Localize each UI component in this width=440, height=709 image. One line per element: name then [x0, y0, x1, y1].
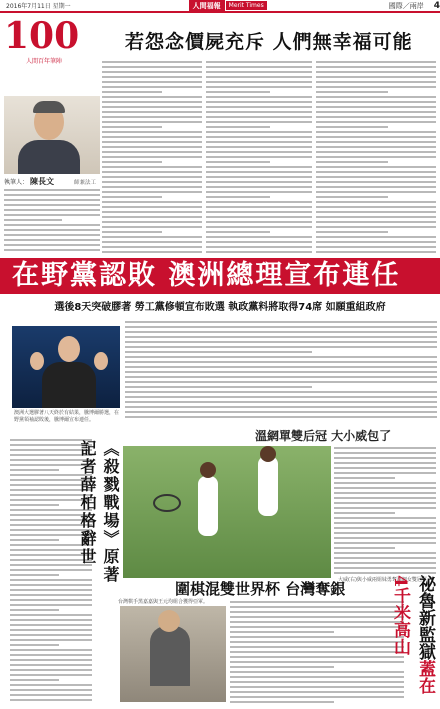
body-text-line — [334, 482, 436, 484]
body-text-line — [206, 166, 312, 168]
body-text-line — [316, 121, 436, 123]
body-text-line — [316, 226, 436, 228]
body-text-line — [206, 116, 312, 118]
body-text-line — [102, 106, 202, 108]
body-text-line — [230, 681, 404, 683]
body-text-line — [334, 517, 436, 519]
body-text-line — [334, 492, 436, 494]
body-text-line — [4, 244, 100, 246]
go-photo-caption: 台灣棋手黑嘉嘉與王元均組合獲得亞軍。 — [118, 599, 209, 605]
body-text-line — [316, 91, 388, 93]
body-text-line — [334, 502, 436, 504]
body-text-line — [230, 621, 404, 623]
body-text-line — [316, 126, 388, 128]
body-text-line — [4, 234, 100, 236]
body-text-line — [316, 236, 436, 238]
newspaper-english-name: Merit Times — [226, 1, 267, 10]
body-text-line — [4, 204, 100, 206]
body-text-line — [206, 236, 312, 238]
body-text-line — [334, 477, 395, 479]
body-text-line — [230, 606, 404, 608]
body-text-line — [206, 206, 312, 208]
body-text-line — [206, 76, 312, 78]
body-text-line — [102, 201, 202, 203]
body-text-line — [316, 181, 436, 183]
author-name: 陳長文 — [30, 177, 55, 186]
body-text-line — [316, 206, 436, 208]
body-text-line — [334, 472, 436, 474]
body-text-line — [316, 81, 436, 83]
body-text-line — [10, 589, 92, 591]
body-text-line — [10, 689, 92, 691]
body-text-line — [4, 189, 100, 191]
body-text-line — [206, 216, 312, 218]
body-text-line — [125, 391, 437, 393]
peru-headline-part-2: 蓋在4千米高山 — [390, 575, 435, 694]
body-text-line — [206, 231, 270, 233]
body-text-line — [10, 634, 92, 636]
body-text-line — [206, 241, 312, 243]
body-text-line — [102, 156, 202, 158]
body-text-line — [102, 221, 202, 223]
column-headline: 若怨念價屍充斥 人們無幸福可能 — [125, 31, 413, 53]
body-text-line — [230, 641, 404, 643]
body-text-line — [102, 111, 202, 113]
body-text-line — [316, 246, 436, 248]
body-text-line — [102, 231, 162, 233]
body-text-line — [206, 66, 312, 68]
body-text-line — [206, 71, 312, 73]
australia-pm-photo — [12, 326, 120, 408]
body-text-line — [125, 371, 437, 373]
body-text-line — [10, 669, 92, 671]
body-text-line — [102, 186, 202, 188]
body-text-line — [316, 151, 436, 153]
body-text-line — [10, 629, 92, 631]
body-text-line — [206, 121, 312, 123]
column-logo — [4, 15, 84, 78]
body-text-line — [4, 249, 100, 251]
body-text-line — [230, 676, 404, 678]
issue-date: 2016年7月11日 星期一 — [6, 3, 71, 10]
body-text-line — [206, 126, 270, 128]
body-text-line — [125, 351, 312, 353]
main-headline-banner: 在野黨認敗 澳洲總理宣布連任 — [0, 258, 440, 294]
body-text-line — [206, 106, 312, 108]
body-text-line — [334, 552, 436, 554]
body-text-line — [102, 161, 162, 163]
body-text-line — [10, 649, 92, 651]
feature-vertical-headline: 《殺戮戰場》原著 記者薛柏格辭世 — [78, 440, 120, 584]
body-text-line — [206, 211, 312, 213]
body-text-line — [230, 651, 404, 653]
body-text-line — [230, 601, 404, 603]
body-text-line — [230, 671, 404, 673]
body-text-line — [316, 61, 436, 63]
main-photo-caption: 澳洲大選膠著八天終於有結果，騰博爾勝選，在野黨領袖認敗後，騰博爾宣布連任。 — [14, 410, 120, 423]
body-text-line — [125, 356, 437, 358]
body-text-line — [102, 171, 202, 173]
body-text-line — [206, 186, 312, 188]
tennis-headline: 溫網單雙后冠 大小威包了 — [255, 429, 392, 443]
body-text-line — [102, 71, 202, 73]
body-text-line — [230, 611, 404, 613]
body-text-line — [206, 161, 270, 163]
body-text-line — [230, 656, 404, 658]
body-text-line — [316, 106, 436, 108]
body-text-line — [206, 226, 312, 228]
tennis-photo — [123, 446, 331, 578]
body-text-line — [334, 572, 436, 574]
body-text-line — [334, 462, 436, 464]
go-story-text — [230, 598, 404, 704]
body-text-line — [10, 579, 92, 581]
body-text-line — [10, 684, 92, 686]
body-text-line — [206, 81, 312, 83]
body-text-line — [334, 467, 436, 469]
body-text-line — [230, 701, 334, 703]
body-text-line — [316, 146, 436, 148]
body-text-line — [316, 196, 388, 198]
body-text-line — [102, 181, 202, 183]
body-text-line — [10, 504, 59, 506]
body-text-line — [206, 251, 312, 253]
body-text-line — [334, 487, 436, 489]
peru-prison-vertical-headline — [390, 575, 438, 705]
body-text-line — [125, 321, 437, 323]
body-text-line — [230, 696, 404, 698]
body-text-line — [10, 469, 59, 471]
page-header — [0, 0, 440, 13]
body-text-line — [102, 121, 202, 123]
body-text-line — [102, 96, 202, 98]
body-text-line — [102, 131, 202, 133]
body-text-line — [10, 664, 92, 666]
body-text-line — [206, 171, 312, 173]
body-text-line — [102, 61, 202, 63]
body-text-line — [10, 624, 92, 626]
newspaper-logo: 人間福報 — [189, 0, 225, 12]
body-text-line — [102, 101, 202, 103]
body-text-line — [334, 457, 436, 459]
go-headline: 圍棋混雙世界杯 台灣奪銀 — [175, 580, 346, 598]
body-text-line — [316, 116, 436, 118]
body-text-line — [334, 452, 436, 454]
body-text-line — [125, 386, 312, 388]
body-text-line — [334, 557, 436, 559]
body-text-line — [10, 599, 92, 601]
body-text-line — [316, 71, 436, 73]
body-text-line — [316, 171, 436, 173]
body-text-line — [125, 376, 437, 378]
body-text-line — [230, 631, 334, 633]
body-text-line — [10, 619, 92, 621]
body-text-line — [102, 206, 202, 208]
body-text-line — [206, 136, 312, 138]
body-text-line — [10, 654, 92, 656]
body-text-line — [316, 131, 436, 133]
body-text-line — [102, 136, 202, 138]
body-text-line — [102, 251, 202, 253]
body-text-line — [206, 181, 312, 183]
author-role: 師兼法工 — [73, 180, 96, 186]
body-text-line — [334, 567, 436, 569]
body-text-line — [102, 86, 202, 88]
body-text-line — [206, 111, 312, 113]
body-text-line — [125, 396, 437, 398]
body-text-line — [102, 91, 162, 93]
body-text-line — [10, 594, 92, 596]
body-text-line — [102, 176, 202, 178]
body-text-line — [102, 116, 202, 118]
body-text-line — [125, 401, 437, 403]
body-text-line — [206, 176, 312, 178]
body-text-line — [206, 141, 312, 143]
body-text-line — [10, 569, 92, 571]
body-text-line — [334, 542, 436, 544]
body-text-line — [230, 636, 404, 638]
body-text-line — [125, 336, 437, 338]
body-text-line — [102, 196, 162, 198]
column-logo-number: 100 — [4, 15, 80, 57]
page-number: 4 — [433, 0, 440, 11]
body-text-line — [334, 527, 436, 529]
body-text-line — [316, 66, 436, 68]
body-text-line — [10, 614, 92, 616]
body-text-line — [230, 626, 404, 628]
column-logo-subtitle: 人間百年筆陣 — [25, 58, 62, 65]
body-text-line — [230, 616, 404, 618]
body-text-line — [316, 186, 436, 188]
body-text-line — [102, 236, 202, 238]
body-text-line — [125, 326, 437, 328]
main-story-text — [125, 318, 437, 422]
body-text-line — [334, 547, 395, 549]
peru-headline-part-1: 祕魯新監獄 — [415, 575, 435, 660]
body-text-line — [102, 76, 202, 78]
body-text-line — [102, 241, 202, 243]
body-text-line — [125, 361, 437, 363]
body-text-line — [4, 219, 62, 221]
body-text-line — [102, 151, 202, 153]
section-name: 國際／兩岸 — [388, 1, 424, 10]
body-text-line — [206, 151, 312, 153]
tennis-caption: 大威(右)與小威兩姐妹勇奪溫網女雙冠軍。 — [338, 577, 432, 583]
body-text-line — [206, 86, 312, 88]
body-text-line — [334, 537, 436, 539]
body-text-line — [125, 416, 437, 418]
body-text-line — [4, 229, 100, 231]
body-text-line — [125, 406, 437, 408]
author-prefix: 執筆人： — [4, 179, 29, 186]
body-text-line — [316, 176, 436, 178]
body-text-line — [316, 111, 436, 113]
body-text-line — [125, 381, 437, 383]
body-text-line — [10, 659, 92, 661]
body-text-line — [10, 699, 92, 701]
body-text-line — [10, 639, 92, 641]
body-text-line — [316, 241, 436, 243]
body-text-line — [316, 101, 436, 103]
body-text-line — [125, 346, 437, 348]
body-text-line — [102, 246, 202, 248]
body-text-line — [316, 211, 436, 213]
body-text-line — [316, 76, 436, 78]
body-text-line — [102, 146, 202, 148]
body-text-line — [230, 666, 334, 668]
body-text-line — [334, 507, 436, 509]
body-text-line — [206, 191, 312, 193]
body-text-line — [206, 61, 312, 63]
body-text-line — [316, 141, 436, 143]
body-text-line — [316, 161, 388, 163]
body-text-line — [316, 191, 436, 193]
body-text-line — [125, 331, 437, 333]
body-text-line — [334, 522, 436, 524]
tennis-story-text — [334, 444, 436, 574]
column-body-text-4 — [4, 186, 100, 254]
body-text-line — [316, 156, 436, 158]
body-text-line — [230, 661, 404, 663]
body-text-line — [125, 366, 437, 368]
body-text-line — [4, 209, 100, 211]
body-text-line — [334, 532, 436, 534]
body-text-line — [102, 66, 202, 68]
body-text-line — [206, 196, 270, 198]
body-text-line — [4, 194, 100, 196]
go-players-photo — [120, 606, 226, 702]
body-text-line — [206, 201, 312, 203]
body-text-line — [125, 411, 437, 413]
body-text-line — [10, 604, 92, 606]
body-text-line — [206, 101, 312, 103]
body-text-line — [102, 191, 202, 193]
body-text-line — [206, 146, 312, 148]
body-text-line — [4, 199, 100, 201]
body-text-line — [4, 214, 100, 216]
column-body-text-1 — [102, 58, 202, 254]
main-subheadline: 選後8天突破膠著 勞工黨修頓宣布敗選 執政黨料將取得74席 如願重組政府 — [54, 302, 386, 313]
body-text-line — [102, 166, 202, 168]
body-text-line — [102, 216, 202, 218]
body-text-line — [230, 691, 404, 693]
body-text-line — [206, 91, 270, 93]
body-text-line — [316, 96, 436, 98]
body-text-line — [316, 201, 436, 203]
body-text-line — [316, 221, 436, 223]
body-text-line — [206, 96, 312, 98]
body-text-line — [10, 679, 59, 681]
author-portrait — [4, 96, 100, 174]
body-text-line — [334, 447, 436, 449]
body-text-line — [206, 221, 312, 223]
body-text-line — [10, 584, 92, 586]
body-text-line — [334, 497, 436, 499]
body-text-line — [4, 239, 100, 241]
body-text-line — [4, 224, 100, 226]
body-text-line — [206, 246, 312, 248]
body-text-line — [102, 126, 162, 128]
body-text-line — [102, 141, 202, 143]
body-text-line — [316, 166, 436, 168]
body-text-line — [10, 609, 59, 611]
column-body-text-3 — [316, 58, 436, 254]
body-text-line — [10, 644, 59, 646]
body-text-line — [316, 231, 388, 233]
body-text-line — [102, 211, 202, 213]
body-text-line — [316, 136, 436, 138]
body-text-line — [10, 574, 59, 576]
body-text-line — [125, 341, 437, 343]
body-text-line — [316, 216, 436, 218]
body-text-line — [230, 686, 404, 688]
column-body-text-2 — [206, 58, 312, 254]
body-text-line — [230, 646, 404, 648]
body-text-line — [10, 539, 59, 541]
body-text-line — [102, 226, 202, 228]
body-text-line — [316, 251, 436, 253]
body-text-line — [102, 81, 202, 83]
body-text-line — [316, 86, 436, 88]
body-text-line — [206, 156, 312, 158]
body-text-line — [10, 674, 92, 676]
body-text-line — [206, 131, 312, 133]
body-text-line — [334, 562, 436, 564]
body-text-line — [10, 694, 92, 696]
body-text-line — [334, 512, 395, 514]
